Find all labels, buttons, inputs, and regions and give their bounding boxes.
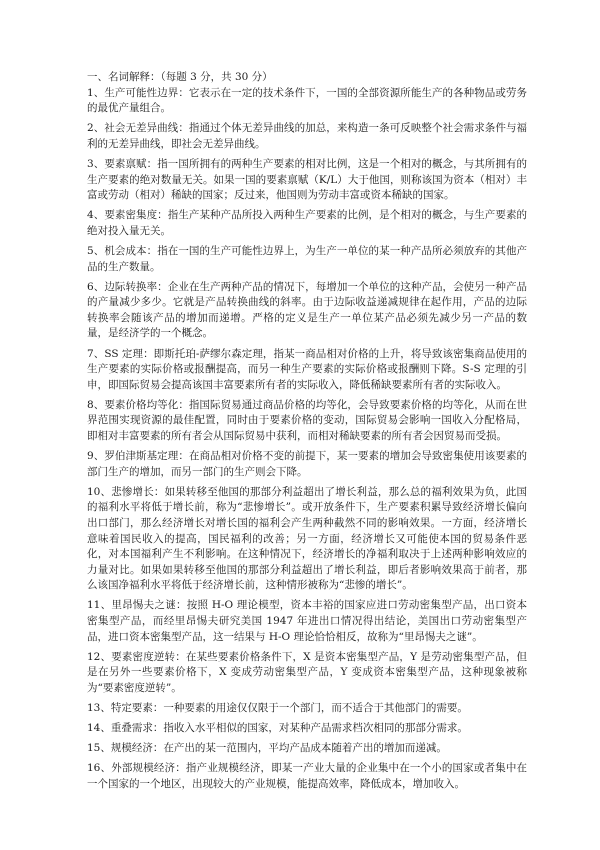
term-name: 要素价格均等化 — [104, 398, 179, 411]
term-definition: 指国际贸易通过商品价格的均等化，会导致要素价格的均等化，从而在世界范围实现资源的最佳配置，同时由于要素价格的变动，国际贸易会影响一国收入分配格局，即相对丰富要素的所有者会从国际贸易中获利，而相对稀缺要素的所有者会因贸易而受损。 — [87, 398, 528, 442]
term-number: 7 — [87, 347, 94, 360]
term-number: 2 — [87, 122, 94, 135]
term-definition: 指收入水平相似的国家，对某种产品需求档次相同的那部分需求。 — [163, 722, 468, 735]
term-definition: 在某些要素价格条件下，X 是资本密集型产品，Y 是劳动密集型产品，但是在另外一些要素价格下，X 变成劳动密集型产品，Y 变成资本密集型产品，这种现象被称为“要素密度逆转”。 — [87, 650, 528, 694]
term-definition: 它表示在一定的技术条件下，一国的全部资源所能生产的各种物品或劳务的最优产量组合。 — [87, 86, 528, 115]
term-name: SS 定理 — [104, 347, 144, 360]
term-number: 13 — [87, 701, 101, 714]
term-definition: 一种要素的用途仅仅限于一个部门，而不适合于其他部门的需要。 — [163, 701, 468, 714]
term-name: 重叠需求 — [110, 722, 153, 735]
term-name: 里昂惕夫之谜 — [111, 599, 176, 612]
term-name: 外部规模经济 — [111, 762, 176, 775]
term-number: 1 — [87, 86, 94, 99]
term-item: 1、生产可能性边界：它表示在一定的技术条件下，一国的全部资源所能生产的各种物品或劳务的最优产量组合。 — [87, 86, 528, 115]
term-number: 14 — [87, 722, 101, 735]
section-title: 一、名词解释：（每题 3 分，共 30 分） — [87, 71, 273, 83]
term-item: 14、重叠需求：指收入水平相似的国家，对某种产品需求档次相同的那部分需求。 — [87, 722, 468, 735]
term-name: 要素禀赋 — [104, 157, 147, 170]
term-number: 6 — [87, 280, 94, 293]
term-definition: 指通过个体无差异曲线的加总，来构造一条可反映整个社会需求条件与福利的无差异曲线，即社会无差异曲线。 — [87, 122, 528, 150]
term-item: 10、悲惨增长：如果转移至他国的那部分利益超出了增长利益，那么总的福利效果为负，此国的福利水平将低于增长前，称为“悲惨增长”。或开放条件下，生产要素积累导致经济增长偏向出口部门，那么经济增长对增长国的福利会产生两种截然不同的影响效果。一方面，经济增长意味着国民收入的提高，国民福利的改善；另一方面，经济增长又可能使本国的贸易条件恶化，对本国福利产生不利影响。在这种情况下，经济增长的净福利取决于上述两种影响效应的力量对比。如果如果转移至他国的那部分利益超出了增长利益，即后者影响效果高于前者，那么该国净福利水平将低于经济增长前，这种情形被称为“悲惨的增长”。 — [87, 485, 528, 592]
term-item: 7、SS 定理：即斯托珀-萨缪尔森定理，指某一商品相对价格的上升，将导致该密集商品使用的生产要素的实际价格或报酬提高，而另一种生产要素的实际价格或报酬则下降。S-S 定理的引申，即国际贸易会提高该国丰富要素所有者的实际收入，降低稀缺要素所有者的实际收入。 — [87, 347, 528, 391]
term-item: 15、规模经济：在产出的某一范围内，平均产品成本随着产出的增加而递减。 — [87, 742, 447, 755]
term-item: 4、要素密集度：指生产某种产品所投入两种生产要素的比例，是个相对的概念，与生产要素的绝对投入量无关。 — [87, 209, 528, 237]
term-definition: 按照 H-O 理论模型，资本丰裕的国家应进口劳动密集型产品，出口资本密集型产品，而经里昂惕夫研究美国 1947 年进出口情况得出结论，美国出口劳动密集型产品，进口资本密集型产品，这一结果与 H-O 理论恰恰相反，故称为“里昂惕夫之谜”。 — [87, 599, 528, 643]
term-item: 12、要素密度逆转：在某些要素价格条件下，X 是资本密集型产品，Y 是劳动密集型产品，但是在另外一些要素价格下，X 变成劳动密集型产品，Y 变成资本密集型产品，这种现象被称为“要素密度逆转”。 — [87, 650, 528, 694]
term-definition: 指产业规模经济，即某一产业大量的企业集中在一个小的国家或者集中在一个国家的一个地区，出现较大的产业规模，能提高效率，降低成本，增加收入。 — [87, 762, 528, 790]
term-number: 3 — [87, 157, 94, 170]
term-name: 边际转换率 — [104, 280, 158, 293]
term-item: 9、罗伯津斯基定理：在商品相对价格不变的前提下，某一要素的增加会导致密集使用该要素的部门生产的增加，而另一部门的生产则会下降。 — [87, 450, 528, 478]
term-definition: 指生产某种产品所投入两种生产要素的比例，是个相对的概念，与生产要素的绝对投入量无关。 — [87, 209, 528, 237]
term-definition: 指一国所拥有的两种生产要素的相对比例，这是一个相对的概念，与其所拥有的生产要素的绝对数量无关。如果一国的要素禀赋（K/L）大于他国，则称该国为资本（相对）丰富或劳动（相对）稀缺的国家；反过来，他国则为劳动丰富或资本稀缺的国家。 — [87, 157, 528, 202]
term-item: 8、要素价格均等化：指国际贸易通过商品价格的均等化，会导致要素价格的均等化，从而在世界范围实现资源的最佳配置，同时由于要素价格的变动，国际贸易会影响一国收入分配格局，即相对丰富要素的所有者会从国际贸易中获利，而相对稀缺要素的所有者会因贸易而受损。 — [87, 398, 528, 442]
term-name: 社会无差异曲线 — [104, 122, 179, 135]
document-page — [87, 70, 527, 797]
term-name: 悲惨增长 — [111, 485, 154, 498]
term-list — [87, 86, 527, 793]
term-item: 5、机会成本：指在一国的生产可能性边界上，为生产一单位的某一种产品所必须放弃的其他产品的生产数量。 — [87, 244, 528, 273]
term-item: 11、里昂惕夫之谜：按照 H-O 理论模型，资本丰裕的国家应进口劳动密集型产品，出口资本密集型产品，而经里昂惕夫研究美国 1947 年进出口情况得出结论，美国出口劳动密集型产品，进口资本密集型产品，这一结果与 H-O 理论恰恰相反，故称为“里昂惕夫之谜”。 — [87, 599, 528, 643]
term-definition: 企业在生产两种产品的情况下，每增加一个单位的这种产品，会使另一种产品的产量减少多少。它就是产品转换曲线的斜率。由于边际收益递减规律在起作用，产品的边际转换率会随该产品的增加而递增。严格的定义是生产一单位某产品必须先减少另一产品的数量，是经济学的一个概念。 — [87, 280, 528, 340]
term-name: 机会成本 — [104, 244, 147, 257]
term-item: 13、特定要素：一种要素的用途仅仅限于一个部门，而不适合于其他部门的需要。 — [87, 701, 468, 714]
term-name: 特定要素 — [110, 701, 153, 714]
term-name: 要素密集度 — [104, 209, 158, 222]
term-number: 9 — [87, 450, 94, 463]
term-name: 生产可能性边界 — [104, 86, 179, 99]
term-number: 16 — [87, 762, 101, 775]
term-number: 12 — [87, 650, 101, 663]
term-item: 2、社会无差异曲线：指通过个体无差异曲线的加总，来构造一条可反映整个社会需求条件与福利的无差异曲线，即社会无差异曲线。 — [87, 122, 528, 150]
term-definition: 如果转移至他国的那部分利益超出了增长利益，那么总的福利效果为负，此国的福利水平将低于增长前，称为“悲惨增长”。或开放条件下，生产要素积累导致经济增长偏向出口部门，那么经济增长对增长国的福利会产生两种截然不同的影响效果。一方面，经济增长意味着国民收入的提高，国民福利的改善；另一方面，经济增长又可能使本国的贸易条件恶化，对本国福利产生不利影响。在这种情况下，经济增长的净福利取决于上述两种影响效应的力量对比。如果如果转移至他国的那部分利益超出了增长利益，即后者影响效果高于前者，那么该国净福利水平将低于经济增长前，这种情形被称为“悲惨的增长”。 — [87, 485, 528, 592]
term-item: 16、外部规模经济：指产业规模经济，即某一产业大量的企业集中在一个小的国家或者集中在一个国家的一个地区，出现较大的产业规模，能提高效率，降低成本，增加收入。 — [87, 762, 528, 790]
term-definition: 即斯托珀-萨缪尔森定理，指某一商品相对价格的上升，将导致该密集商品使用的生产要素的实际价格或报酬提高，而另一种生产要素的实际价格或报酬则下降。S-S 定理的引申，即国际贸易会提高该国丰富要素所有者的实际收入，降低稀缺要素所有者的实际收入。 — [87, 347, 528, 391]
term-definition: 在商品相对价格不变的前提下，某一要素的增加会导致密集使用该要素的部门生产的增加，而另一部门的生产则会下降。 — [87, 450, 528, 478]
term-number: 4 — [87, 209, 94, 222]
term-item: 6、边际转换率：企业在生产两种产品的情况下，每增加一个单位的这种产品，会使另一种产品的产量减少多少。它就是产品转换曲线的斜率。由于边际收益递减规律在起作用，产品的边际转换率会随该产品的增加而递增。严格的定义是生产一单位某产品必须先减少另一产品的数量，是经济学的一个概念。 — [87, 280, 528, 340]
term-number: 5 — [87, 244, 94, 257]
term-number: 10 — [87, 485, 101, 498]
term-item: 3、要素禀赋：指一国所拥有的两种生产要素的相对比例，这是一个相对的概念，与其所拥有的生产要素的绝对数量无关。如果一国的要素禀赋（K/L）大于他国，则称该国为资本（相对）丰富或劳动（相对）稀缺的国家；反过来，他国则为劳动丰富或资本稀缺的国家。 — [87, 157, 528, 202]
term-definition: 在产出的某一范围内，平均产品成本随着产出的增加而递减。 — [163, 742, 447, 755]
term-definition: 指在一国的生产可能性边界上，为生产一单位的某一种产品所必须放弃的其他产品的生产数量。 — [87, 244, 528, 273]
term-number: 15 — [87, 742, 101, 755]
term-name: 要素密度逆转 — [111, 650, 176, 663]
term-number: 8 — [87, 398, 94, 411]
term-name: 规模经济 — [110, 742, 153, 755]
term-number: 11 — [87, 599, 101, 612]
term-name: 罗伯津斯基定理 — [104, 450, 179, 463]
